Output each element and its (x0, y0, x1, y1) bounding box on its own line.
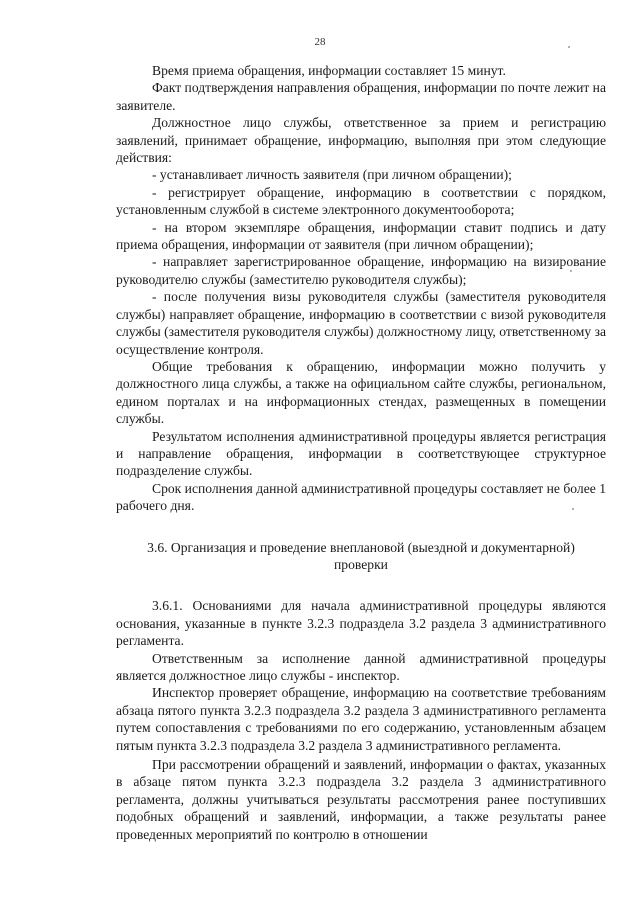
list-item-sign-date: - на втором экземпляре обращения, информации ставит подпись и дату приема обращения, информации от заявителя (при личном обращении); (116, 219, 606, 253)
section-heading: 3.6. Организация и проведение внеплановой (выездной и документарной) проверки (147, 539, 575, 572)
scan-speck (568, 46, 570, 48)
paragraph-official-actions: Должностное лицо службы, ответственное за прием и регистрацию заявлений, принимает обращение, информацию, выполняя при этом следующие действия: (116, 115, 606, 166)
list-item-forward-visa: - направляет зарегистрированное обращение, информацию на визирование руководителю службы (заместителю руководителя службы); (116, 254, 606, 287)
paragraph-inspector-checks: Инспектор проверяет обращение, информацию на соответствие требованиям абзаца пятого пункта 3.2.3 подраздела 3.2 раздела 3 административного регламента путем сопоставления с требованиями по его содержанию, установленным абзацем пятым пункта 3.2.3 подраздела 3.2 раздела 3 административного регламента. (116, 685, 606, 753)
document-body (116, 62, 606, 843)
paragraph-result: Результатом исполнения административной процедуры является регистрация и направление обращения, информации в соответствующее структурное подразделение службы. (116, 428, 606, 479)
paragraph-responsible: Ответственным за исполнение данной административной процедуры является должностное лицо службы - инспектор. (116, 650, 606, 683)
paragraph-mail-confirmation: Факт подтверждения направления обращения, информации по почте лежит на заявителе. (116, 80, 606, 113)
paragraph-grounds: 3.6.1. Основаниями для начала административной процедуры являются основания, указанные в пункте 3.2.3 подраздела 3.2 раздела 3 административного регламента. (116, 598, 606, 649)
list-item-identify: - устанавливает личность заявителя (при личном обращении); (152, 167, 512, 183)
paragraph-deadline: Срок исполнения данной административной процедуры составляет не более 1 рабочего дня. (116, 480, 606, 514)
scan-speck (572, 508, 574, 510)
list-item-after-visa: - после получения визы руководителя службы (заместителя руководителя службы) направляет обращение, информацию в соответствии с визой руководителя службы (заместителя руководителя службы) должностному лицу, ответственному за осуществление контроля. (116, 289, 606, 357)
paragraph-reception-time: Время приема обращения, информации составляет 15 минут. (152, 63, 506, 78)
scan-speck (570, 270, 572, 272)
paragraph-general-requirements: Общие требования к обращению, информации можно получить у должностного лица службы, а также на официальном сайте службы, региональном, едином порталах и на информационных стендах, размещенных в помещении службы. (116, 358, 606, 427)
page-number: 28 (314, 36, 326, 48)
list-item-register: - регистрирует обращение, информацию в соответствии с порядком, установленным службой в системе электронного документооборота; (116, 184, 606, 218)
paragraph-consideration: При рассмотрении обращений и заявлений, информации о фактах, указанных в абзаце пятом пункта 3.2.3 подраздела 3.2 раздела 3 административного регламента, должны учитываться результаты рассмотрения ранее поступивших подобных обращений и заявлений, информации, а также результаты ранее проведенных мероприятий по контролю в отношении (116, 757, 606, 842)
